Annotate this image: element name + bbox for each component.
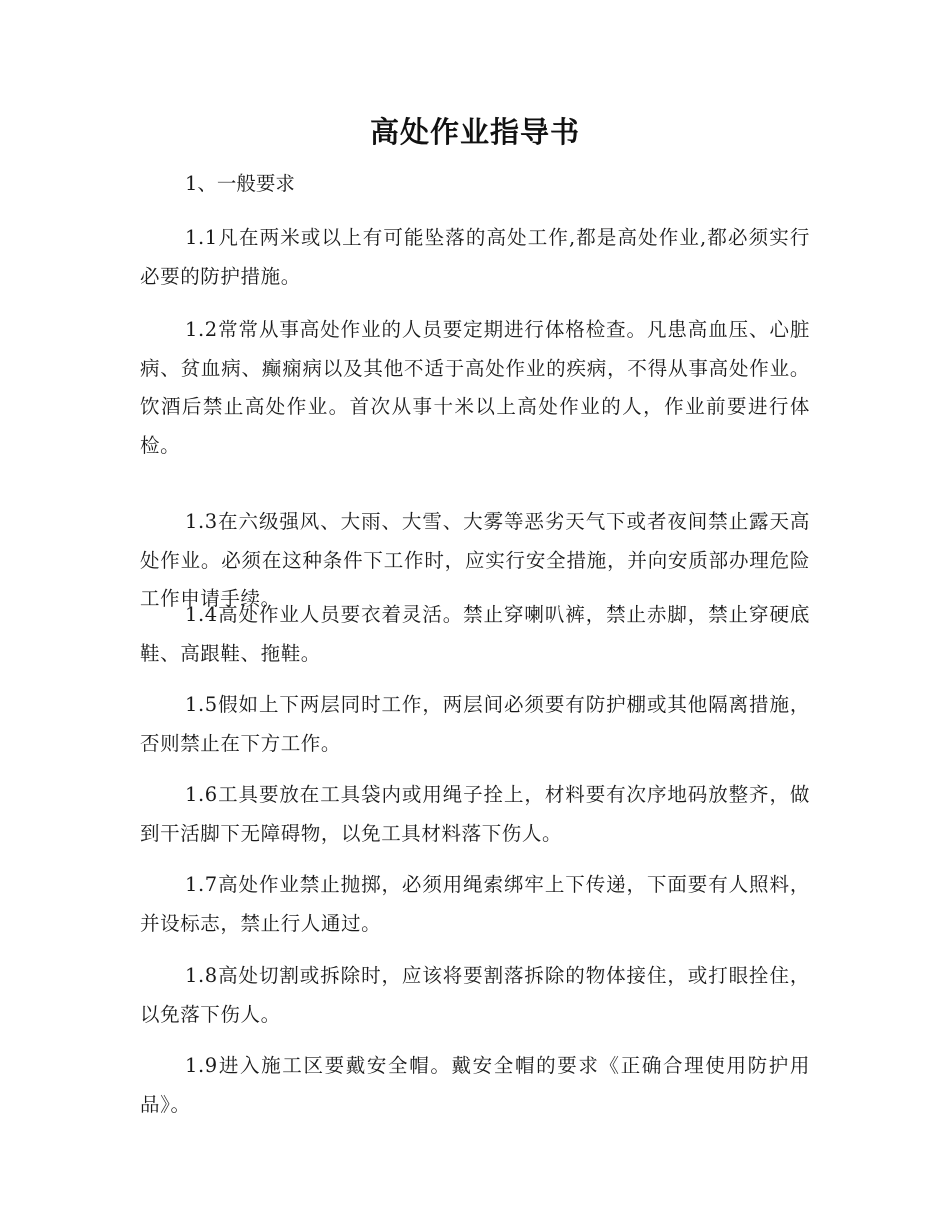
paragraph-1-7: 1.7高处作业禁止抛掷，必须用绳索绑牢上下传递，下面要有人照料，并设标志，禁止行人通过。	[140, 873, 810, 935]
paragraph-1-8: 1.8高处切割或拆除时，应该将要割落拆除的物体接住，或打眼拴住，以免落下伤人。	[140, 964, 810, 1026]
paragraph-1-6: 1.6工具要放在工具袋内或用绳子拴上，材料要有次序地码放整齐，做到干活脚下无障碍物，以免工具材料落下伤人。	[140, 783, 810, 845]
paragraph-1-2: 1.2常常从事高处作业的人员要定期进行体格检查。凡患高血压、心脏病、贫血病、癫痫病以及其他不适于高处作业的疾病，不得从事高处作业。饮酒后禁止高处作业。首次从事十米以上高处作业的人，作业前要进行体检。	[140, 318, 810, 457]
paragraph-1-5: 1.5假如上下两层同时工作，两层间必须要有防护棚或其他隔离措施，否则禁止在下方工作。	[140, 693, 810, 755]
section-heading-general-requirements: 1、一般要求	[185, 172, 295, 195]
document-title: 高处作业指导书	[369, 115, 580, 149]
paragraph-1-3: 1.3在六级强风、大雨、大雪、大雾等恶劣天气下或者夜间禁止露天高处作业。必须在这种条件下工作时，应实行安全措施，并向安质部办理危险工作申请手续。	[140, 510, 810, 610]
paragraph-1-4: 1.4高处作业人员要衣着灵活。禁止穿喇叭裤，禁止赤脚，禁止穿硬底鞋、高跟鞋、拖鞋。	[140, 603, 810, 665]
paragraph-1-9: 1.9进入施工区要戴安全帽。戴安全帽的要求《正确合理使用防护用品》。	[140, 1054, 810, 1116]
paragraph-1-1: 1.1凡在两米或以上有可能坠落的高处工作,都是高处作业,都必须实行必要的防护措施。	[140, 226, 810, 288]
